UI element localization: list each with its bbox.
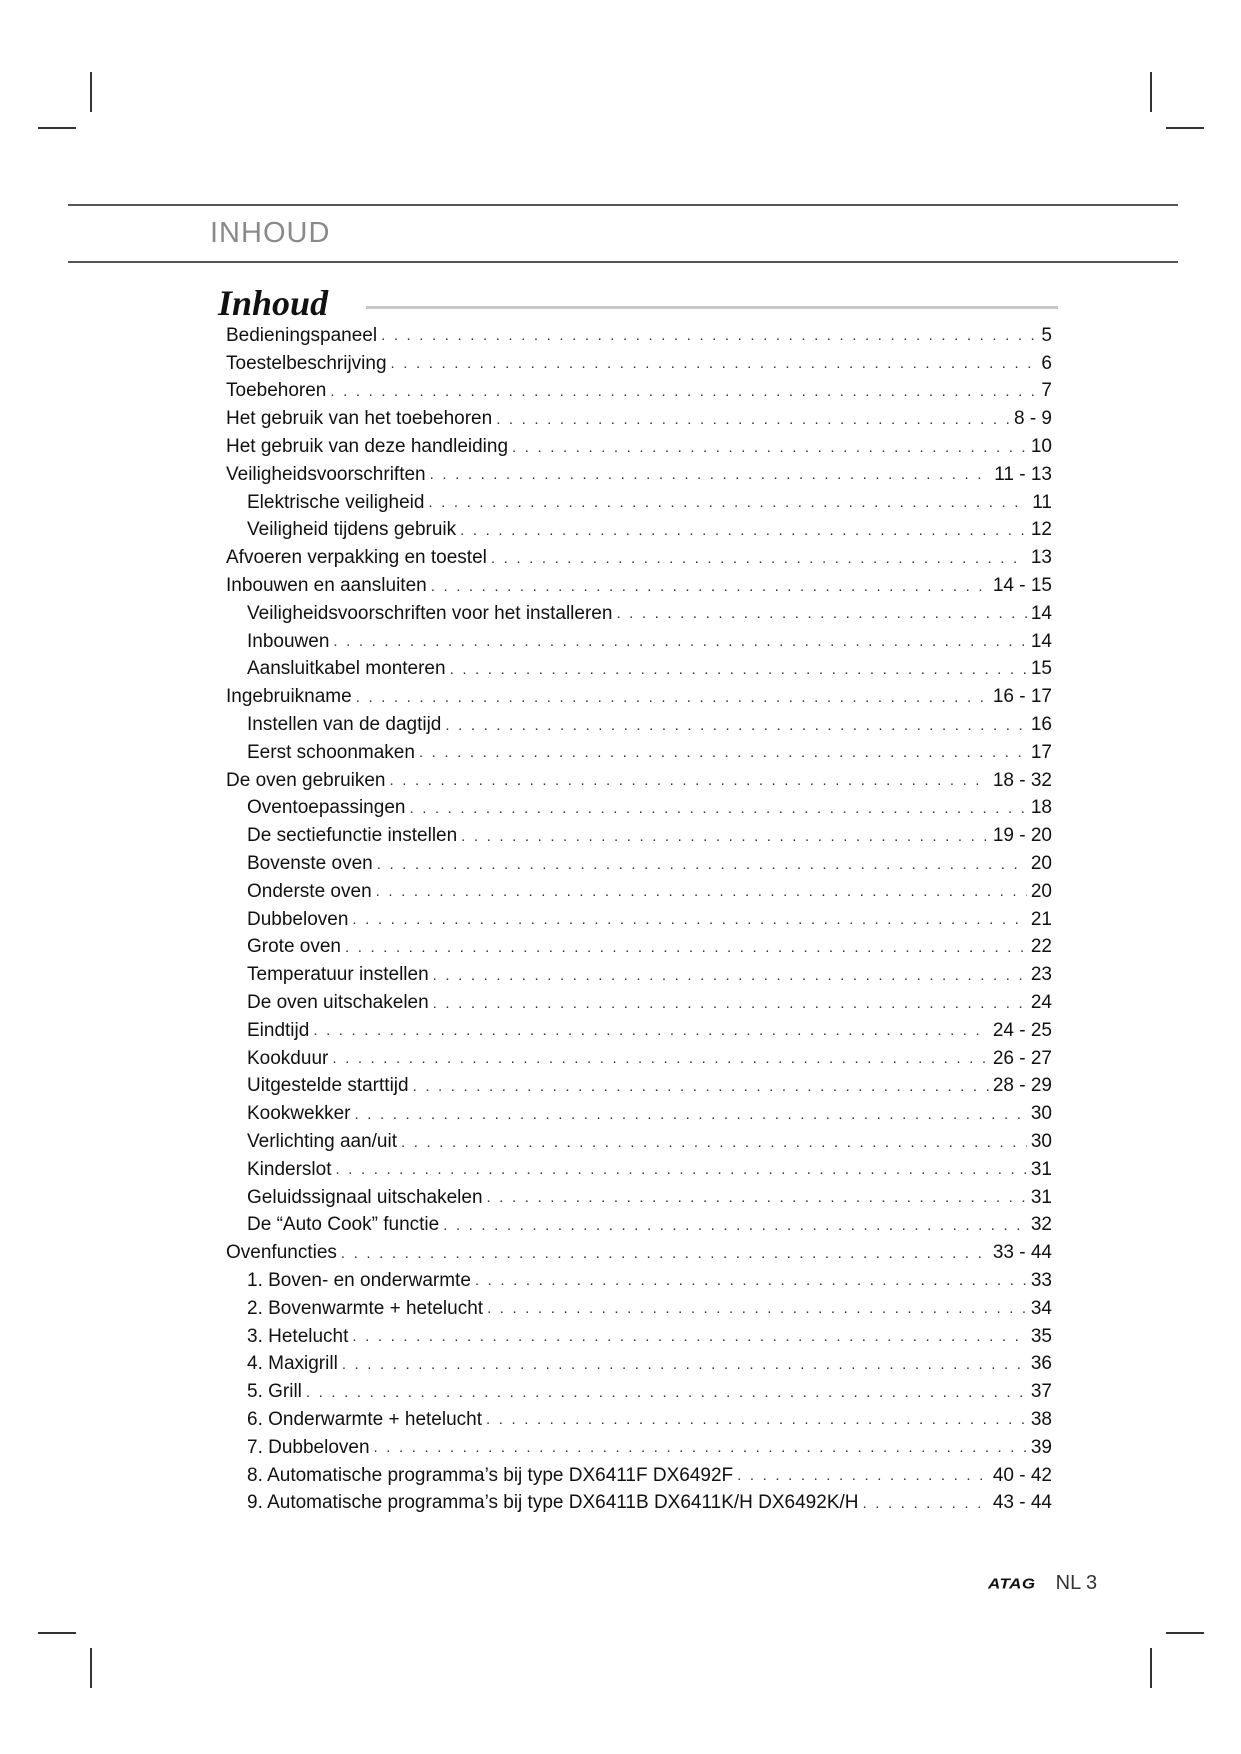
toc-entry[interactable]: [226, 1156, 1052, 1184]
page-footer: [988, 1572, 1097, 1595]
toc-entry[interactable]: [226, 544, 1052, 572]
toc-entry-title: Ingebruikname: [226, 686, 352, 708]
toc-entry[interactable]: [226, 1100, 1052, 1128]
toc-entry[interactable]: [226, 1434, 1052, 1462]
dot-leader: [486, 1411, 1027, 1428]
dot-leader: [413, 1078, 989, 1095]
crop-mark-bottom-left-h: [38, 1632, 76, 1634]
toc-entry-page: 13: [1030, 547, 1052, 569]
dot-leader: [737, 1467, 989, 1484]
toc-entry[interactable]: [226, 600, 1052, 628]
toc-entry-title: Uitgestelde starttijd: [247, 1075, 409, 1097]
toc-entry[interactable]: [226, 822, 1052, 850]
toc-entry[interactable]: [226, 572, 1052, 600]
toc-entry-title: Bedieningspaneel: [226, 324, 378, 346]
dot-leader: [419, 744, 1027, 761]
dot-leader: [445, 717, 1026, 734]
dot-leader: [433, 995, 1027, 1012]
toc-entry-title: Het gebruik van deze handleiding: [226, 436, 509, 458]
toc-entry[interactable]: [226, 1184, 1052, 1212]
dot-leader: [461, 828, 989, 845]
toc-entry-title: Veiligheidsvoorschriften voor het installeren: [247, 602, 613, 624]
table-of-contents: [226, 322, 1052, 1517]
toc-entry-page: 19 - 20: [992, 825, 1052, 847]
dot-leader: [496, 411, 1010, 428]
toc-entry-page: 21: [1030, 908, 1052, 930]
toc-entry-page: 24: [1030, 992, 1052, 1014]
toc-entry[interactable]: [226, 489, 1052, 517]
brand-logo: ATAG: [988, 1575, 1036, 1592]
toc-entry-page: 8 - 9: [1013, 408, 1052, 430]
toc-entry-page: 32: [1030, 1214, 1052, 1236]
toc-entry[interactable]: [226, 1350, 1052, 1378]
toc-entry[interactable]: [226, 1462, 1052, 1490]
toc-entry[interactable]: [226, 1073, 1052, 1101]
toc-entry-page: 35: [1030, 1325, 1052, 1347]
header-rule-bottom: [68, 261, 1178, 263]
toc-entry-page: 24 - 25: [992, 1019, 1052, 1041]
toc-entry[interactable]: [226, 628, 1052, 656]
toc-entry-page: 20: [1030, 880, 1052, 902]
dot-leader: [460, 522, 1027, 539]
toc-entry-page: 26 - 27: [992, 1047, 1052, 1069]
toc-entry[interactable]: [226, 767, 1052, 795]
page-number: NL 3: [1055, 1572, 1098, 1594]
toc-entry[interactable]: [226, 711, 1052, 739]
dot-leader: [355, 1106, 1027, 1123]
toc-entry-page: 5: [1041, 324, 1052, 346]
toc-entry[interactable]: [226, 656, 1052, 684]
toc-entry-page: 36: [1030, 1353, 1052, 1375]
toc-entry-title: Inbouwen: [247, 630, 330, 652]
toc-entry-title: Eerst schoonmaken: [247, 741, 415, 763]
toc-entry-title: Afvoeren verpakking en toestel: [226, 547, 487, 569]
toc-entry[interactable]: [226, 517, 1052, 545]
toc-entry[interactable]: [226, 934, 1052, 962]
toc-entry-title: 6. Onderwarmte + hetelucht: [247, 1408, 482, 1430]
toc-entry[interactable]: [226, 1045, 1052, 1073]
toc-entry-page: 31: [1030, 1158, 1052, 1180]
toc-entry-page: 18 - 32: [992, 769, 1052, 791]
toc-entry-page: 20: [1030, 853, 1052, 875]
toc-entry-title: Grote oven: [247, 936, 341, 958]
toc-entry[interactable]: [226, 739, 1052, 767]
toc-entry-page: 30: [1030, 1131, 1052, 1152]
dot-leader: [356, 689, 989, 706]
toc-entry-page: 39: [1030, 1436, 1052, 1458]
toc-entry[interactable]: [226, 350, 1052, 378]
toc-entry-page: 33: [1030, 1269, 1052, 1291]
header-rule-top: [68, 204, 1178, 206]
toc-entry[interactable]: [226, 989, 1052, 1017]
toc-entry-title: Onderste oven: [247, 880, 372, 902]
toc-entry-title: 1. Boven- en onderwarmte: [247, 1269, 471, 1291]
dot-leader: [863, 1495, 989, 1512]
dot-leader: [313, 1022, 989, 1039]
toc-entry-page: 17: [1030, 741, 1052, 763]
toc-entry-title: Elektrische veiligheid: [247, 491, 425, 513]
toc-entry[interactable]: [226, 1295, 1052, 1323]
dot-leader: [342, 1356, 1027, 1373]
dot-leader: [487, 1300, 1027, 1317]
dot-leader: [431, 578, 989, 595]
toc-entry-page: 43 - 44: [992, 1492, 1052, 1514]
toc-entry-title: Bovenste oven: [247, 853, 373, 875]
toc-entry-title: Veiligheid tijdens gebruik: [247, 519, 457, 541]
toc-entry-title: Geluidssignaal uitschakelen: [247, 1186, 483, 1208]
dot-leader: [336, 1161, 1027, 1178]
dot-leader: [443, 1217, 1027, 1234]
dot-leader: [306, 1384, 1027, 1401]
toc-entry[interactable]: [226, 795, 1052, 823]
toc-entry-page: 14: [1030, 630, 1052, 652]
toc-entry[interactable]: [226, 1239, 1052, 1267]
toc-entry[interactable]: [226, 1267, 1052, 1295]
toc-entry-title: Toestelbeschrijving: [226, 352, 387, 374]
crop-mark-top-left-v: [90, 72, 92, 112]
dot-leader: [487, 1189, 1027, 1206]
toc-entry-title: De “Auto Cook” functie: [247, 1214, 440, 1236]
toc-entry-title: 5. Grill: [247, 1381, 302, 1403]
toc-entry-title: Het gebruik van het toebehoren: [226, 408, 493, 430]
toc-entry[interactable]: [226, 1406, 1052, 1434]
toc-entry-page: 30: [1030, 1103, 1052, 1125]
toc-entry-page: 33 - 44: [992, 1242, 1052, 1264]
toc-entry-title: Inbouwen en aansluiten: [226, 575, 427, 597]
dot-leader: [330, 383, 1037, 400]
toc-entry-title: 3. Hetelucht: [247, 1325, 349, 1347]
toc-entry[interactable]: [226, 1489, 1052, 1517]
toc-entry-page: 37: [1030, 1381, 1052, 1403]
toc-entry-page: 16: [1030, 714, 1052, 736]
dot-leader: [430, 466, 991, 483]
toc-entry[interactable]: [226, 961, 1052, 989]
toc-entry-page: 34: [1030, 1297, 1052, 1319]
dot-leader: [352, 911, 1026, 928]
toc-entry-page: 6: [1041, 352, 1052, 374]
crop-mark-top-right-h: [1166, 127, 1204, 129]
toc-entry-page: 11 - 13: [994, 463, 1052, 485]
toc-entry-title: De oven gebruiken: [226, 769, 386, 791]
toc-entry[interactable]: [226, 1212, 1052, 1240]
toc-entry-title: Oventoepassingen: [247, 797, 406, 819]
toc-entry-page: 14 - 15: [992, 575, 1052, 597]
toc-entry-page: 28 - 29: [992, 1075, 1052, 1097]
dot-leader: [409, 800, 1026, 817]
toc-entry-title: De sectiefunctie instellen: [247, 825, 458, 847]
toc-entry[interactable]: [226, 850, 1052, 878]
toc-entry-title: Temperatuur instellen: [247, 964, 429, 986]
dot-leader: [491, 550, 1027, 567]
toc-entry-title: Instellen van de dagtijd: [247, 714, 442, 736]
toc-entry-title: 9. Automatische programma’s bij type DX6411B DX6411K/H DX6492K/H: [247, 1492, 859, 1514]
toc-heading-divider: [366, 306, 1058, 309]
toc-entry-page: 22: [1030, 936, 1052, 958]
toc-entry-page: 7: [1041, 380, 1052, 402]
toc-entry-title: Aansluitkabel monteren: [247, 658, 446, 680]
toc-entry-page: 11: [1032, 491, 1052, 513]
toc-entry[interactable]: [226, 378, 1052, 406]
toc-entry-page: 12: [1030, 519, 1052, 541]
toc-entry-page: 16 - 17: [992, 686, 1052, 708]
toc-entry-title: Kinderslot: [247, 1158, 332, 1180]
toc-entry[interactable]: [226, 683, 1052, 711]
toc-entry-title: Kookduur: [247, 1047, 329, 1069]
toc-entry[interactable]: [226, 1378, 1052, 1406]
toc-heading: Inhoud: [218, 283, 329, 323]
dot-leader: [512, 439, 1027, 456]
dot-leader: [401, 1134, 1027, 1151]
crop-mark-top-right-v: [1150, 72, 1152, 112]
toc-entry[interactable]: [226, 433, 1052, 461]
toc-entry-title: Verlichting aan/uit: [247, 1131, 397, 1152]
dot-leader: [332, 1050, 989, 1067]
toc-entry-title: Eindtijd: [247, 1019, 310, 1041]
crop-mark-bottom-left-v: [90, 1648, 92, 1688]
toc-entry[interactable]: [226, 322, 1052, 350]
toc-entry-title: Kookwekker: [247, 1103, 351, 1125]
toc-entry-title: 2. Bovenwarmte + hetelucht: [247, 1297, 484, 1319]
dot-leader: [333, 633, 1026, 650]
dot-leader: [616, 605, 1026, 622]
toc-entry-page: 31: [1030, 1186, 1052, 1208]
page-title: INHOUD: [210, 217, 331, 249]
dot-leader: [377, 856, 1027, 873]
toc-entry[interactable]: [226, 461, 1052, 489]
toc-entry-page: 14: [1030, 602, 1052, 624]
dot-leader: [345, 939, 1027, 956]
dot-leader: [390, 772, 989, 789]
toc-entry[interactable]: [226, 1017, 1052, 1045]
crop-mark-bottom-right-h: [1166, 1632, 1204, 1634]
toc-entry-title: 4. Maxigrill: [247, 1353, 338, 1375]
toc-entry-title: Toebehoren: [226, 380, 327, 402]
toc-entry-page: 23: [1030, 964, 1052, 986]
crop-mark-bottom-right-v: [1150, 1648, 1152, 1688]
toc-entry-page: 15: [1030, 658, 1052, 680]
crop-mark-top-left-h: [38, 127, 76, 129]
toc-entry-page: 40 - 42: [992, 1464, 1052, 1486]
toc-entry-page: 10: [1030, 436, 1052, 458]
toc-entry-title: De oven uitschakelen: [247, 992, 429, 1014]
toc-entry[interactable]: [226, 878, 1052, 906]
toc-entry[interactable]: [226, 906, 1052, 934]
toc-entry[interactable]: [226, 1128, 1052, 1156]
toc-entry-title: Veiligheidsvoorschriften: [226, 463, 426, 485]
dot-leader: [352, 1328, 1026, 1345]
toc-entry-title: 8. Automatische programma’s bij type DX6411F DX6492F: [247, 1464, 734, 1486]
dot-leader: [428, 494, 1028, 511]
toc-entry-page: 38: [1030, 1408, 1052, 1430]
dot-leader: [341, 1245, 989, 1262]
dot-leader: [374, 1439, 1027, 1456]
dot-leader: [450, 661, 1027, 678]
dot-leader: [381, 327, 1037, 344]
dot-leader: [433, 967, 1027, 984]
toc-entry[interactable]: [226, 1323, 1052, 1351]
toc-entry[interactable]: [226, 405, 1052, 433]
dot-leader: [475, 1272, 1027, 1289]
dot-leader: [391, 355, 1038, 372]
dot-leader: [376, 883, 1027, 900]
toc-entry-title: 7. Dubbeloven: [247, 1436, 370, 1458]
toc-entry-page: 18: [1030, 797, 1052, 819]
toc-entry-title: Dubbeloven: [247, 908, 349, 930]
toc-entry-title: Ovenfuncties: [226, 1242, 337, 1264]
